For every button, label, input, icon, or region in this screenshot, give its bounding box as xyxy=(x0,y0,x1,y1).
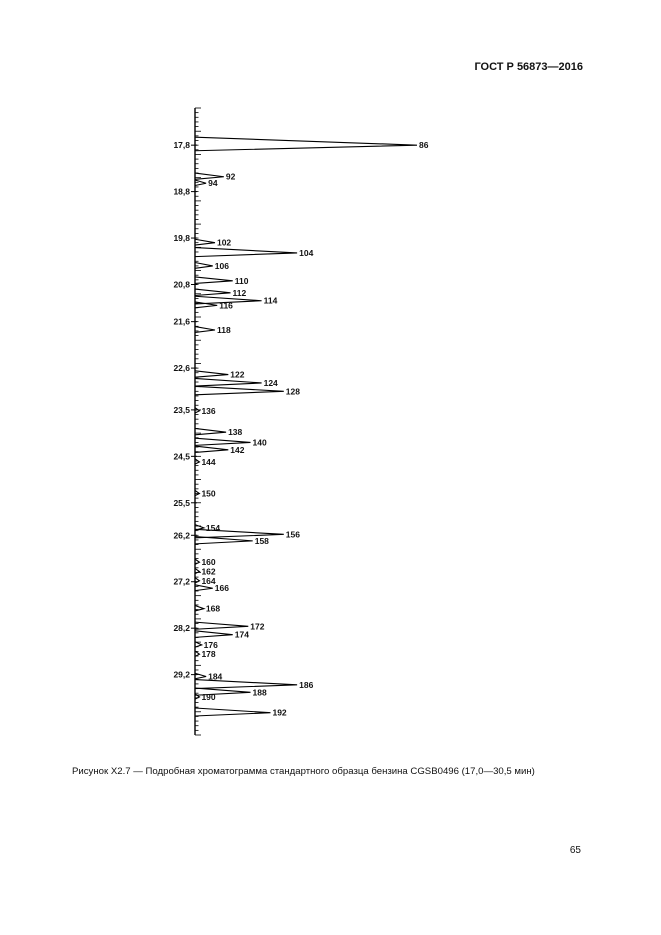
peak-label: 106 xyxy=(214,260,229,271)
peak-labels xyxy=(201,140,428,718)
peak-label: 190 xyxy=(201,691,216,702)
peak-label: 128 xyxy=(285,386,300,397)
peak-trace xyxy=(195,371,228,377)
peak-label: 168 xyxy=(205,603,221,614)
peak-trace xyxy=(195,289,231,295)
time-tick-label: 19,8 xyxy=(173,233,190,244)
time-tick-label: 18,8 xyxy=(173,186,190,197)
figure-caption: Рисунок Х2.7 — Подробная хроматограмма стандартного образца бензина CGSB0496 (17,0—30,5 мин) xyxy=(72,766,535,777)
peak-trace xyxy=(195,428,226,434)
peak-label: 178 xyxy=(201,649,216,660)
peak-trace xyxy=(195,673,206,679)
peak-label: 160 xyxy=(201,557,216,568)
page-number: 65 xyxy=(569,845,581,856)
peak-label: 138 xyxy=(228,427,243,438)
peak-label: 150 xyxy=(201,488,216,499)
peak-label: 122 xyxy=(230,369,245,380)
peak-label: 142 xyxy=(230,444,245,455)
peak-trace xyxy=(195,248,297,257)
peak-trace xyxy=(195,631,233,638)
peak-label: 162 xyxy=(201,566,216,577)
peak-label: 136 xyxy=(201,405,216,416)
time-tick-label: 25,5 xyxy=(173,497,190,508)
time-tick-label: 26,2 xyxy=(173,530,190,541)
peak-trace xyxy=(195,605,204,610)
peak-label: 184 xyxy=(208,671,223,682)
standard-header: ГОСТ Р 56873—2016 xyxy=(474,61,583,73)
peak-label: 166 xyxy=(214,583,229,594)
peak-trace xyxy=(195,622,248,629)
peak-label: 104 xyxy=(299,247,314,258)
peak-trace xyxy=(195,378,262,386)
time-tick-label: 17,8 xyxy=(173,140,190,151)
peak-label: 112 xyxy=(232,287,247,298)
peak-label: 92 xyxy=(225,171,236,182)
peak-trace xyxy=(195,180,206,186)
peak-label: 192 xyxy=(272,707,287,718)
peak-trace xyxy=(195,537,253,544)
peak-label: 188 xyxy=(252,687,267,698)
peak-label: 110 xyxy=(234,275,249,286)
peak-label: 118 xyxy=(216,325,231,336)
time-tick-label: 20,8 xyxy=(173,279,190,290)
peak-label: 158 xyxy=(254,535,269,546)
peak-trace xyxy=(195,708,270,716)
peak-label: 144 xyxy=(201,456,216,467)
peak-trace xyxy=(195,239,215,245)
time-tick-label: 23,5 xyxy=(173,404,190,415)
peak-label: 114 xyxy=(263,295,278,306)
time-tick-label: 21,6 xyxy=(173,316,190,327)
peak-trace xyxy=(195,446,228,452)
time-labels xyxy=(173,140,197,679)
time-tick-label: 29,2 xyxy=(173,669,190,680)
time-tick-label: 24,5 xyxy=(173,451,190,462)
peak-label: 124 xyxy=(263,377,278,388)
time-tick-label: 27,2 xyxy=(173,576,190,587)
peak-label: 176 xyxy=(203,639,218,650)
peak-label: 94 xyxy=(208,178,218,189)
peak-label: 172 xyxy=(250,621,265,632)
axis-ticks xyxy=(195,108,201,735)
peak-trace xyxy=(195,327,215,333)
peak-label: 102 xyxy=(216,237,232,248)
peak-label: 140 xyxy=(252,437,267,448)
peak-label: 86 xyxy=(419,140,429,151)
time-tick-label: 22,6 xyxy=(173,363,190,374)
peak-label: 164 xyxy=(201,575,216,586)
peak-label: 156 xyxy=(285,529,300,540)
peak-label: 116 xyxy=(219,300,233,311)
peak-trace xyxy=(195,137,417,151)
peak-trace xyxy=(195,642,202,647)
peak-trace xyxy=(195,263,213,269)
peak-label: 186 xyxy=(299,679,314,690)
time-tick-label: 28,2 xyxy=(173,623,190,634)
peak-label: 174 xyxy=(234,629,249,640)
peak-trace xyxy=(195,277,233,284)
peak-label: 154 xyxy=(205,522,221,533)
